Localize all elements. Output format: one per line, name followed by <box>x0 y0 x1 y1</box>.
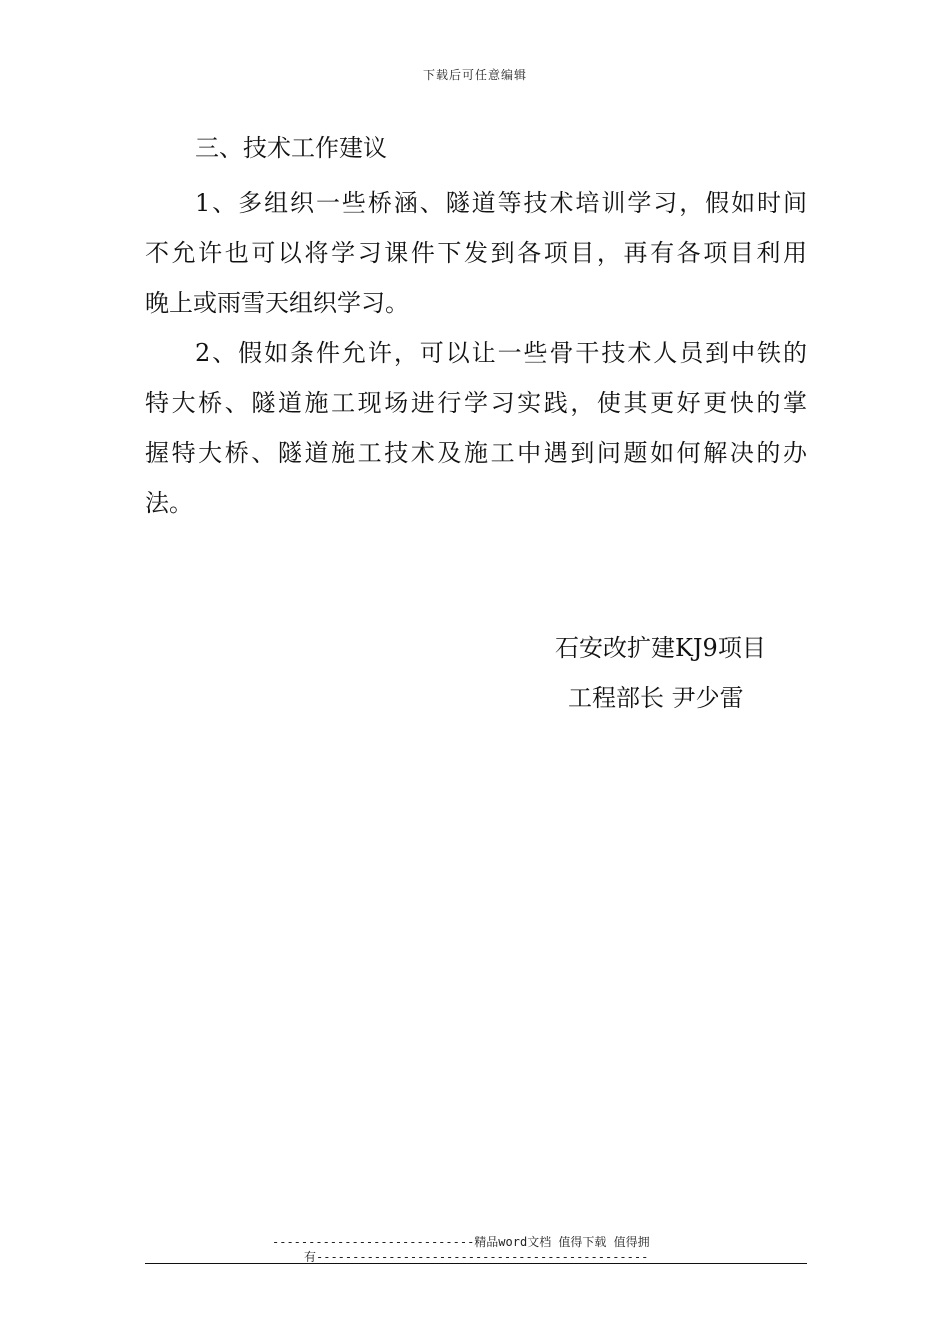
paragraph-1 <box>145 178 807 328</box>
signature-person: 工程部长 尹少雷 <box>568 684 744 712</box>
paragraph-2 <box>145 328 807 528</box>
paragraph-line: 法。 <box>145 489 193 517</box>
paragraph-line: 1、多组织一些桥涵、隧道等技术培训学习，假如时间 <box>195 189 807 217</box>
footer-text-line-1: ----------------------------精品word文档 值得下载 值得拥 <box>272 1235 650 1249</box>
document-body <box>145 128 807 528</box>
footer-divider <box>145 1263 807 1264</box>
paragraph-line: 特大桥、隧道施工现场进行学习实践，使其更好更快的掌 <box>145 389 807 417</box>
paragraph-line: 不允许也可以将学习课件下发到各项目，再有各项目利用 <box>145 239 807 267</box>
section-heading: 三、技术工作建议 <box>195 134 387 162</box>
signature-organization: 石安改扩建KJ9项目 <box>555 634 766 662</box>
paragraph-line: 握特大桥、隧道施工技术及施工中遇到问题如何解决的办 <box>145 439 807 467</box>
paragraph-line: 2、假如条件允许，可以让一些骨干技术人员到中铁的 <box>195 339 807 367</box>
page-header: 下载后可任意编辑 <box>422 68 527 82</box>
paragraph-line: 晚上或雨雪天组织学习。 <box>145 289 409 317</box>
footer-text-line-2: 有---------------------------------------------- <box>304 1250 649 1264</box>
